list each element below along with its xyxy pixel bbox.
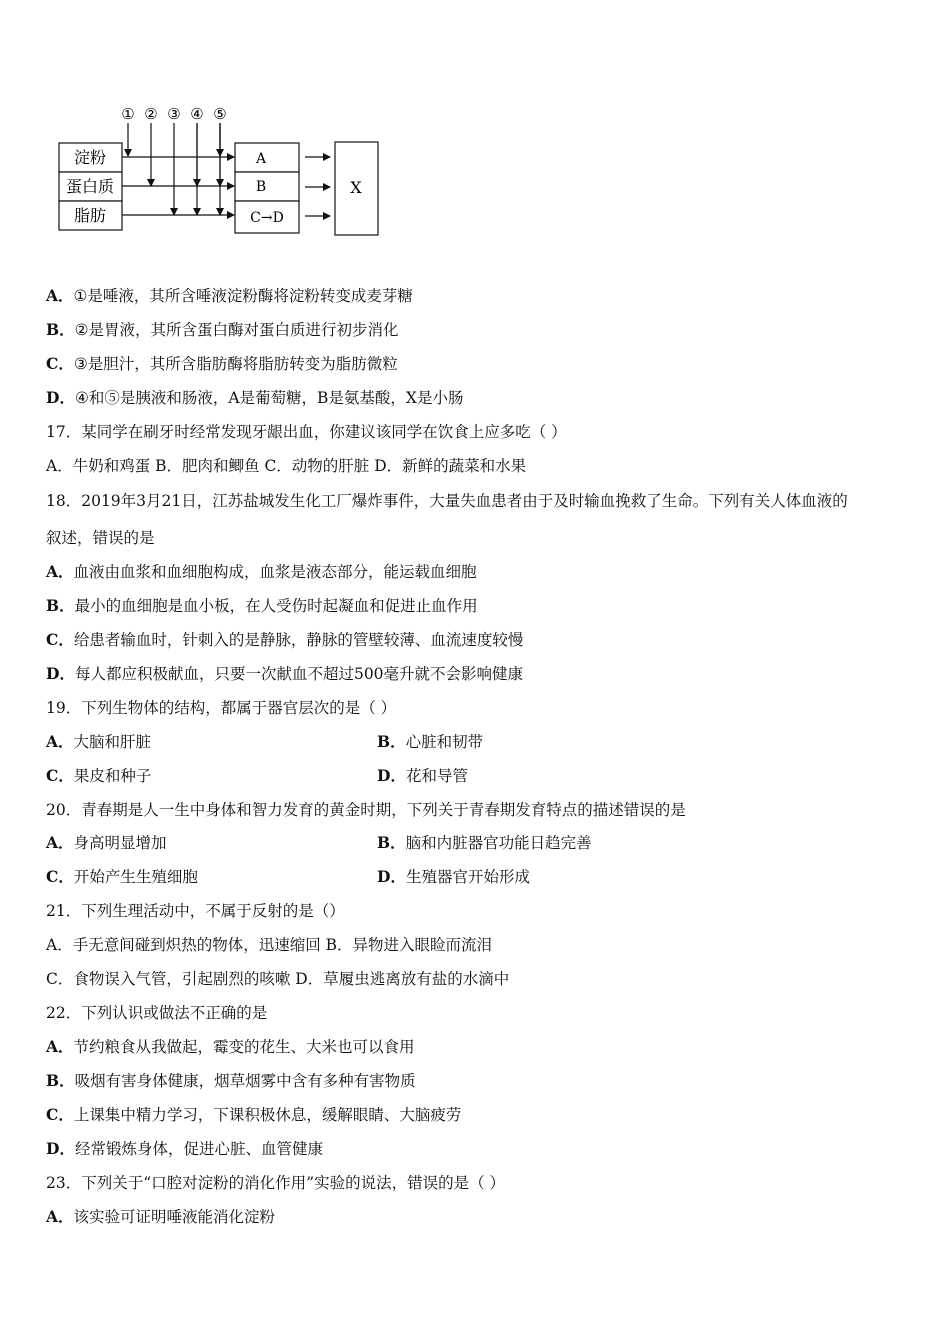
q20-option-d-text: 生殖器官开始形成 <box>405 868 530 886</box>
q21-stem: 21．下列生理活动中，不属于反射的是（） <box>46 902 345 920</box>
q22-stem: 22．下列认识或做法不正确的是 <box>46 1004 268 1022</box>
q23-stem: 23．下列关于“口腔对淀粉的消化作用”实验的说法，错误的是（ ） <box>46 1174 506 1192</box>
q18-option-c-label: C． <box>46 630 74 649</box>
q20-option-d-label: D． <box>377 867 406 886</box>
label-3: ③ <box>167 105 181 123</box>
q19-option-a-text: 大脑和肝脏 <box>73 733 152 751</box>
digestion-diagram-svg <box>58 100 388 240</box>
q20-option-a-label: A． <box>46 833 74 852</box>
q19-option-d-label: D． <box>377 766 406 785</box>
q22-option-d-label: D． <box>46 1139 75 1158</box>
q18-option-a <box>46 562 477 582</box>
box-a-label: A <box>255 151 267 167</box>
q22-option-a-text: 节约粮食从我做起，霉变的花生、大米也可以食用 <box>73 1038 415 1056</box>
q22-option-d-text: 经常锻炼身体，促进心脏、血管健康 <box>74 1140 323 1158</box>
q18-option-b-text: 最小的血细胞是血小板，在人受伤时起凝血和促进止血作用 <box>74 597 478 615</box>
q19-option-d <box>377 766 468 786</box>
q19-row-2 <box>46 766 468 786</box>
q20-stem: 20．青春期是人一生中身体和智力发育的黄金时期，下列关于青春期发育特点的描述错误的是 <box>46 801 686 819</box>
label-2: ② <box>144 105 158 123</box>
q22-option-d <box>46 1139 323 1159</box>
q20-option-a-text: 身高明显增加 <box>73 834 167 852</box>
q18-option-c <box>46 630 523 650</box>
q20-row-1 <box>46 833 592 853</box>
q22-option-c <box>46 1105 461 1125</box>
q16-option-b <box>46 320 399 340</box>
q19-option-c-label: C． <box>46 766 74 785</box>
q20-option-c-label: C． <box>46 867 74 886</box>
q18-stem-line2: 叙述，错误的是 <box>46 529 155 547</box>
box-b-label: B <box>255 179 267 195</box>
q22-option-c-label: C． <box>46 1105 74 1124</box>
q19-option-b-label: B． <box>377 732 406 751</box>
q20-option-b-label: B． <box>377 833 406 852</box>
box-starch-label: 淀粉 <box>73 148 107 167</box>
q20-option-d <box>377 867 530 887</box>
q22-option-b-label: B． <box>46 1071 75 1090</box>
box-cd-label: C→D <box>250 210 284 226</box>
q23-option-a-text: 该实验可证明唾液能消化淀粉 <box>73 1208 276 1226</box>
q18-option-d-text: 每人都应积极献血，只要一次献血不超过500毫升就不会影响健康 <box>74 665 524 683</box>
q18-option-b-label: B． <box>46 596 75 615</box>
digestion-diagram <box>58 100 388 240</box>
q23-option-a <box>46 1207 275 1227</box>
q18-option-a-text: 血液由血浆和血细胞构成，血浆是液态部分，能运载血细胞 <box>73 563 477 581</box>
q16-option-b-label: B． <box>46 320 75 339</box>
q19-option-b-text: 心脏和韧带 <box>405 733 484 751</box>
q17-stem: 17．某同学在刷牙时经常发现牙龈出血，你建议该同学在饮食上应多吃（ ） <box>46 423 567 441</box>
q18-option-c-text: 给患者输血时，针刺入的是静脉，静脉的管壁较薄、血流速度较慢 <box>73 631 524 649</box>
q23-option-a-label: A． <box>46 1207 74 1226</box>
q16-option-c <box>46 354 398 374</box>
q20-option-c-text: 开始产生生殖细胞 <box>73 868 198 886</box>
q16-option-b-text: ②是胃液，其所含蛋白酶对蛋白质进行初步消化 <box>74 321 399 339</box>
q22-option-b-text: 吸烟有害身体健康，烟草烟雾中含有多种有害物质 <box>74 1072 416 1090</box>
q20-option-b <box>377 833 592 853</box>
q19-option-d-text: 花和导管 <box>405 767 468 785</box>
q17-options: A．牛奶和鸡蛋 B．肥肉和鲫鱼 C．动物的肝脏 D．新鲜的蔬菜和水果 <box>46 457 527 475</box>
q18-option-b <box>46 596 478 616</box>
q16-option-d-label: D． <box>46 388 75 407</box>
q16-option-a <box>46 286 413 306</box>
q19-row-1 <box>46 732 484 752</box>
q19-option-c-text: 果皮和种子 <box>73 767 152 785</box>
q21-options-line1: A．手无意间碰到炽热的物体，迅速缩回 B．异物进入眼睑而流泪 <box>46 936 493 954</box>
label-5: ⑤ <box>213 105 227 123</box>
q22-option-a <box>46 1037 415 1057</box>
q16-option-d <box>46 388 463 408</box>
q21-options-line2: C．食物误入气管，引起剧烈的咳嗽 D．草履虫逃离放有盐的水滴中 <box>46 970 510 988</box>
box-a <box>235 143 299 172</box>
q22-option-b <box>46 1071 416 1091</box>
box-protein-label: 蛋白质 <box>65 177 115 196</box>
box-b <box>235 172 299 201</box>
q16-option-a-label: A． <box>46 286 74 305</box>
box-fat-label: 脂肪 <box>73 206 107 225</box>
q19-option-b <box>377 732 483 752</box>
q18-stem-line1: 18．2019年3月21日，江苏盐城发生化工厂爆炸事件，大量失血患者由于及时输血挽救了生命。下列有关人体血液的 <box>46 492 848 510</box>
q16-option-c-text: ③是胆汁，其所含脂肪酶将脂肪转变为脂肪微粒 <box>73 355 398 373</box>
box-x-label: X <box>350 178 362 197</box>
q20-row-2 <box>46 867 530 887</box>
q18-option-d-label: D． <box>46 664 75 683</box>
label-1: ① <box>121 105 135 123</box>
q22-option-c-text: 上课集中精力学习，下课积极休息，缓解眼睛、大脑疲劳 <box>73 1106 462 1124</box>
q16-option-c-label: C． <box>46 354 74 373</box>
q20-option-b-text: 脑和内脏器官功能日趋完善 <box>405 834 592 852</box>
q19-option-a-label: A． <box>46 732 74 751</box>
q22-option-a-label: A． <box>46 1037 74 1056</box>
q18-option-d <box>46 664 523 684</box>
q16-option-a-text: ①是唾液，其所含唾液淀粉酶将淀粉转变成麦芽糖 <box>73 287 413 305</box>
q19-stem: 19．下列生物体的结构，都属于器官层次的是（ ） <box>46 699 397 717</box>
q18-option-a-label: A． <box>46 562 74 581</box>
label-4: ④ <box>190 105 204 123</box>
q16-option-d-text: ④和⑤是胰液和肠液，A是葡萄糖，B是氨基酸，X是小肠 <box>74 389 464 407</box>
